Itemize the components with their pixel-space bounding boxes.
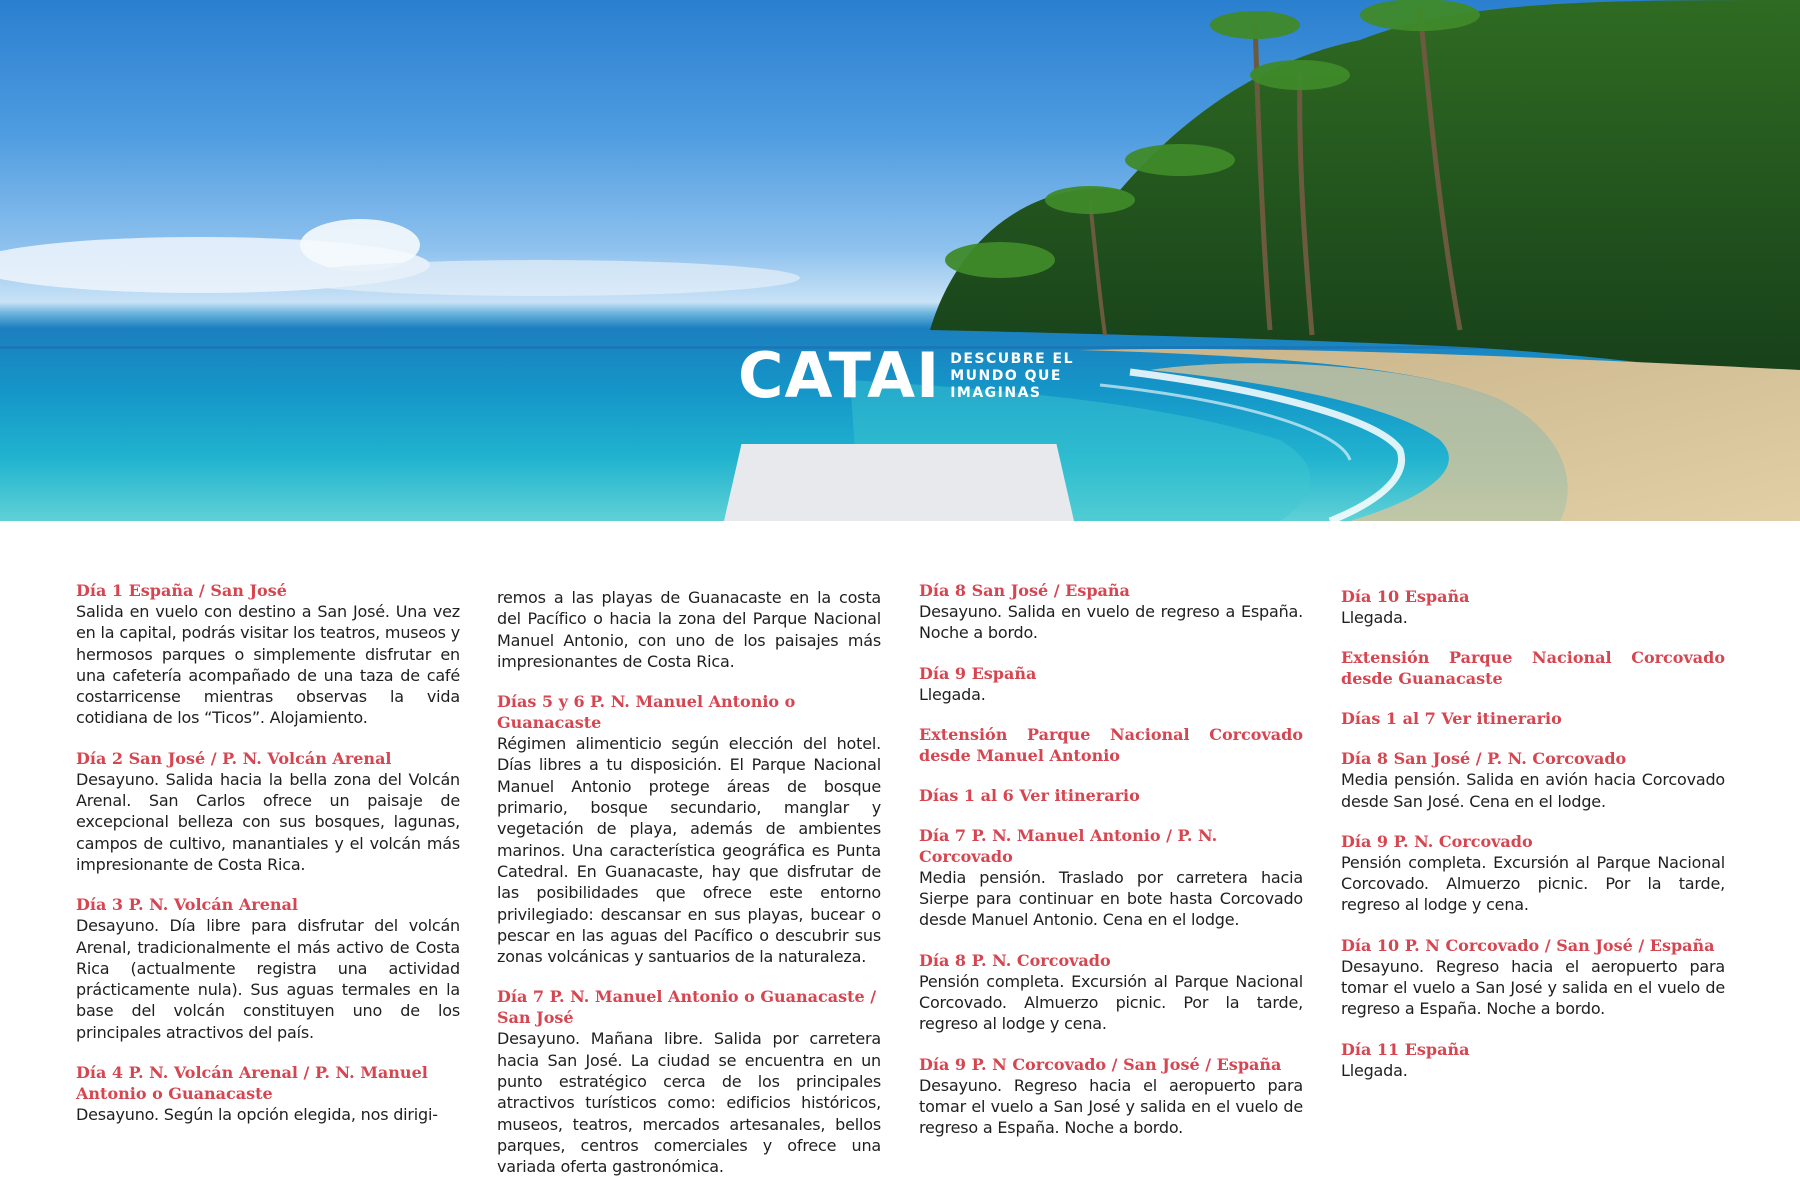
itinerary-day [1341,831,1725,916]
itinerary-day [1341,748,1725,812]
day-text: Llegada. [1341,1060,1408,1080]
day-text: Media pensión. Traslado por carretera hacia Sierpe para continuar en bote hasta Corcovado desde Manuel Antonio. Cena en el lodge. [919,867,1303,930]
day-title: Día 1 España / San José [76,581,287,600]
day-text: Llegada. [919,684,986,704]
itinerary-day [919,663,1303,705]
day-title: Día 8 P. N. Corcovado [919,950,1111,970]
day-text: Llegada. [1341,608,1408,627]
day-text: Salida en vuelo con destino a San José. Una vez en la capital, podrás visitar los teatros, museos y hermosos parques o simplemente disfrutar en una cafetería acompañado de una taza de café costarricense mientras observas la vida cotidiana de los “Ticos”. Alojamiento. [76,602,460,728]
brand-name: CATAI [738,339,941,412]
day-title: Día 2 San José / P. N. Volcán Arenal [76,748,392,768]
itinerary-day-continuation [497,587,881,672]
itinerary-column-3 [919,580,1303,1158]
page-tab-decoration [724,444,1074,521]
day-text: remos a las playas de Guanacaste en la costa del Pacífico o hacia la zona del Parque Nacional Manuel Antonio, con uno de los paisajes más impresionantes de Costa Rica. [497,588,881,671]
itinerary-day [1341,708,1725,729]
itinerary-day [919,1054,1303,1139]
day-text: Pensión completa. Excursión al Parque Nacional Corcovado. Almuerzo picnic. Por la tarde, regreso al lodge y cena. [919,971,1303,1034]
day-text: Desayuno. Salida en vuelo de regreso a España. Noche a bordo. [919,602,1303,643]
day-text: Desayuno. Según la opción elegida, nos dirigi- [76,1105,438,1125]
brand-tagline-line: DESCUBRE EL [950,350,1074,367]
itinerary-day [919,580,1303,644]
day-text: Media pensión. Salida en avión hacia Corcovado desde San José. Cena en el lodge. [1341,770,1725,811]
day-title: Día 7 P. N. Manuel Antonio o Guanacaste / San José [497,987,877,1028]
day-title: Día 9 P. N Corcovado / San José / España [919,1054,1282,1074]
itinerary-day [76,748,460,875]
day-text: Desayuno. Salida hacia la bella zona del Volcán Arenal. San Carlos ofrece un paisaje de excepcional belleza con sus bosques, lagunas, campos de cultivo, manantiales y el volcán más impresionante de Costa Rica. [76,769,460,874]
day-title: Día 3 P. N. Volcán Arenal [76,895,298,915]
itinerary-column-1 [76,580,460,1144]
itinerary-day [1341,1039,1725,1081]
beach-illustration [0,0,1800,521]
itinerary-column-4 [1341,586,1725,1100]
day-text: Desayuno. Mañana libre. Salida por carretera hacia San José. La ciudad se encuentra en un punto estratégico cerca de los principales atractivos turísticos como: edificios históricos, museos, teatros, mercados artesanales, bellos parques, centros comerciales y ofrece una variada oferta gastronómica. [497,1029,881,1177]
day-text: Desayuno. Regreso hacia el aeropuerto para tomar el vuelo a San José y salida en el vuelo de regreso a España. Noche a bordo. [919,1075,1303,1138]
brand-tagline-line: IMAGINAS [950,384,1042,401]
extension-title: Extensión Parque Nacional Corcovado desde Manuel Antonio [919,724,1303,765]
day-text: Desayuno. Regreso hacia el aeropuerto para tomar el vuelo a San José y salida en el vuelo de regreso a España. Noche a bordo. [1341,956,1725,1019]
day-title: Día 8 San José / España [919,581,1130,600]
day-title: Día 7 P. N. Manuel Antonio / P. N. Corcovado [919,825,1218,866]
day-title: Día 4 P. N. Volcán Arenal / P. N. Manuel Antonio o Guanacaste [76,1063,428,1104]
day-text: Pensión completa. Excursión al Parque Nacional Corcovado. Almuerzo picnic. Por la tarde, regreso al lodge y cena. [1341,852,1725,915]
itinerary-column-2 [497,587,881,1197]
itinerary-day [76,580,460,729]
day-title: Días 5 y 6 P. N. Manuel Antonio o Guanacaste [497,692,796,733]
day-title: Días 1 al 7 Ver itinerario [1341,709,1562,729]
itinerary-day [76,1062,460,1125]
itinerary-day [919,785,1303,806]
brand-tagline [950,351,1074,402]
extension-heading [919,724,1303,766]
day-text: Régimen alimenticio según elección del hotel. Días libres a tu disposición. El Parque Nacional Manuel Antonio protege áreas de bosque primario, bosque secundario, manglar y vegetación de playa, además de ambientes marinos. Una característica geográfica es Punta Catedral. En Guanacaste, hay que disfrutar de las posibilidades que ofrece este entorno privilegiado: descansar en sus playas, bucear o pescar en las aguas del Pacífico o descubrir sus zonas volcánicas y santuarios de la naturaleza. [497,734,881,967]
itinerary-day [919,950,1303,1035]
itinerary-day [1341,935,1725,1020]
itinerary-day [919,825,1303,931]
day-title: Día 10 España [1341,587,1470,606]
day-text: Desayuno. Día libre para disfrutar del volcán Arenal, tradicionalmente el más activo de Costa Rica (actualmente registra una actividad prácticamente nula). Sus aguas termales en la base del volcán constituyen uno de los principales atractivos del país. [76,916,460,1042]
brand-logo [738,339,1074,412]
itinerary-day [76,894,460,1043]
itinerary-day [1341,586,1725,628]
extension-title: Extensión Parque Nacional Corcovado desde Guanacaste [1341,648,1725,689]
day-title: Día 9 P. N. Corcovado [1341,831,1533,851]
day-title: Día 8 San José / P. N. Corcovado [1341,749,1627,769]
brand-tagline-line: MUNDO QUE [950,367,1062,384]
day-title: Día 9 España [919,663,1037,683]
itinerary-day [497,691,881,967]
itinerary-day [497,986,881,1177]
day-title: Día 11 España [1341,1039,1470,1059]
hero-beach-photo [0,0,1800,521]
day-title: Días 1 al 6 Ver itinerario [919,785,1140,805]
day-title: Día 10 P. N Corcovado / San José / España [1341,935,1715,955]
extension-heading [1341,647,1725,689]
